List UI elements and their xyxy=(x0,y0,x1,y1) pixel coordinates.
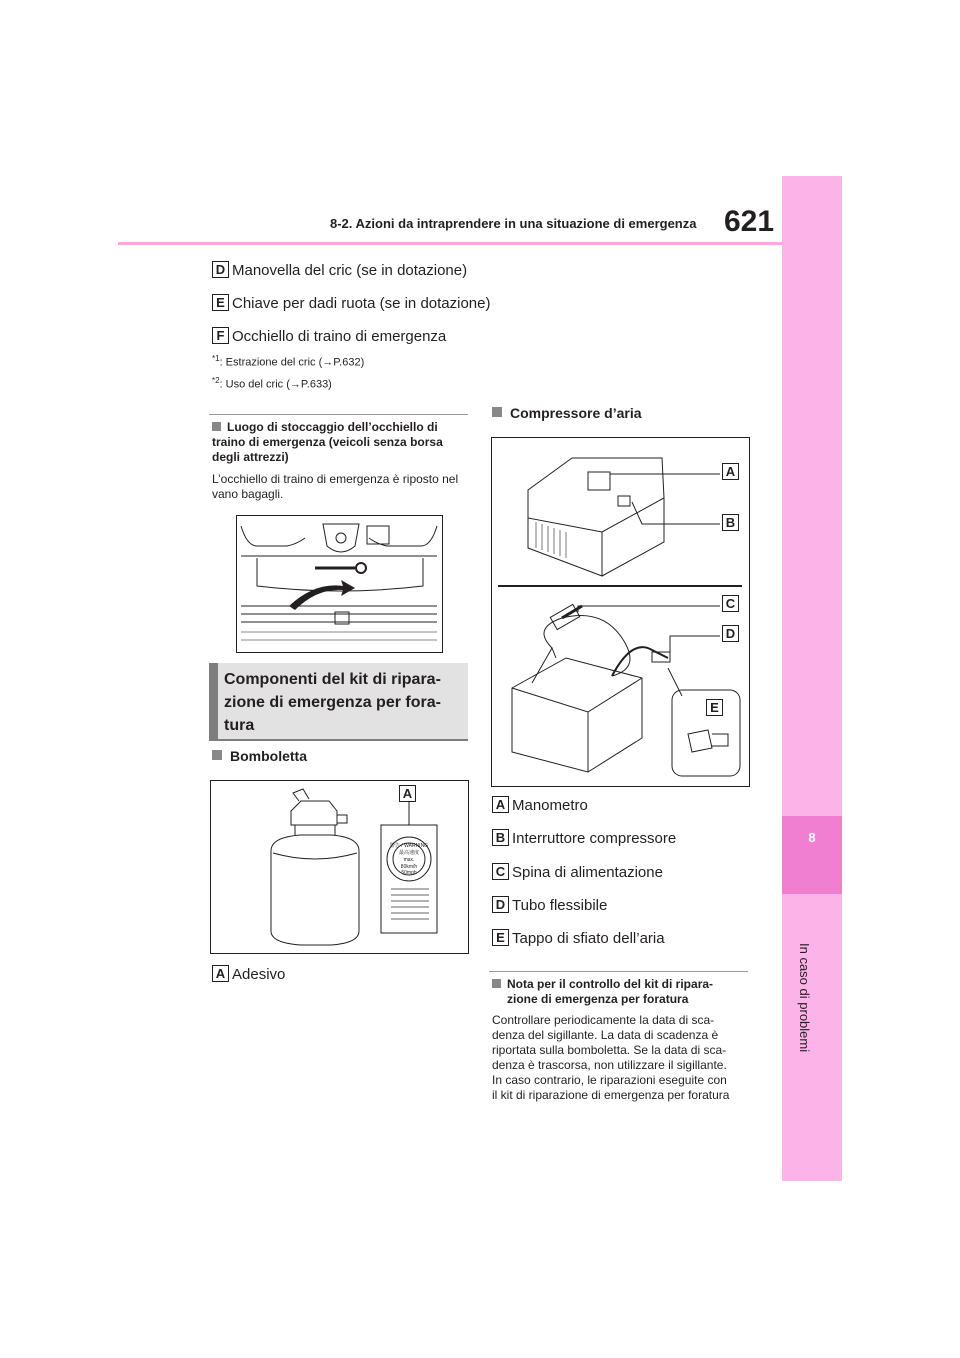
letter-label: D xyxy=(492,896,509,913)
chapter-side-tab xyxy=(782,176,842,1181)
square-bullet-icon xyxy=(212,422,221,431)
chapter-number-block xyxy=(782,816,842,894)
trunk-illustration xyxy=(236,515,443,653)
callout-d: D xyxy=(722,625,739,642)
page-number: 621 xyxy=(724,205,775,238)
letter-label: F xyxy=(212,327,229,344)
callout-b: B xyxy=(722,514,739,531)
letter-label: E xyxy=(492,929,509,946)
footnote xyxy=(212,376,332,391)
item-text: Tappo di sfiato dell’aria xyxy=(512,930,665,947)
canister-drawing xyxy=(211,781,468,953)
chapter-label: In caso di problemi xyxy=(797,943,812,1053)
trunk-drawing xyxy=(237,516,442,652)
letter-label: D xyxy=(212,261,229,278)
footnote xyxy=(212,354,364,369)
item-text: Manometro xyxy=(512,797,588,814)
compressor-drawing xyxy=(492,438,749,786)
svg-text:警告 / WARNING: 警告 / WARNING xyxy=(389,843,429,849)
bomboletta-heading: Bomboletta xyxy=(212,748,307,764)
letter-label: C xyxy=(492,863,509,880)
storage-heading: Luogo di stoccaggio dell’occhiello di traino di emergenza (veicoli senza borsa degli attrezzi) xyxy=(212,420,443,464)
item-text: Tubo flessibile xyxy=(512,897,608,914)
compressore-illustration xyxy=(491,437,750,787)
square-bullet-icon xyxy=(492,407,502,417)
svg-text:max.: max. xyxy=(403,857,415,863)
callout-e: E xyxy=(706,699,723,716)
item-text: Chiave per dadi ruota (se in dotazione) xyxy=(232,295,491,312)
item-text: Manovella del cric (se in dotazione) xyxy=(232,262,468,279)
storage-body: L’occhiello di traino di emergenza è riposto nel vano bagagli. xyxy=(212,472,459,501)
letter-label: A xyxy=(212,965,229,982)
item-text: Adesivo xyxy=(232,966,286,983)
section-rule xyxy=(209,414,468,415)
bomboletta-illustration xyxy=(210,780,469,954)
footnote-mark: *2 xyxy=(212,376,220,385)
item-text: Spina di alimentazione xyxy=(512,864,663,881)
letter-label: E xyxy=(212,294,229,311)
footnote-text: : Estrazione del cric (→P.632) xyxy=(219,356,365,369)
section-rule xyxy=(489,971,748,972)
chapter-number: 8 xyxy=(808,830,816,845)
nota-heading: Nota per il controllo del kit di ripara- zione di emergenza per foratura xyxy=(492,977,748,1007)
footnote-text: : Uso del cric (→P.633) xyxy=(219,378,332,391)
callout-a: A xyxy=(399,785,416,802)
item-text: Interruttore compressore xyxy=(512,830,677,847)
square-bullet-icon xyxy=(212,750,222,760)
square-bullet-icon xyxy=(492,979,501,988)
callout-a: A xyxy=(722,463,739,480)
letter-label: B xyxy=(492,829,509,846)
footnote-mark: *1 xyxy=(212,354,220,363)
header-divider xyxy=(118,242,782,245)
section-title: 8-2. Azioni da intraprendere in una situazione di emergenza xyxy=(330,216,697,231)
kit-section-title: Componenti del kit di ripara- zione di emergenza per fora- tura xyxy=(224,671,441,734)
svg-text:50mph: 50mph xyxy=(401,870,417,876)
svg-text:最高速度: 最高速度 xyxy=(398,850,420,856)
kit-section-title-bar xyxy=(209,663,218,741)
compressore-heading: Compressore d’aria xyxy=(492,405,642,421)
letter-label: A xyxy=(492,796,509,813)
callout-c: C xyxy=(722,595,739,612)
item-text: Occhiello di traino di emergenza xyxy=(232,328,447,345)
svg-text:80km/h: 80km/h xyxy=(400,864,418,870)
nota-body: Controllare periodicamente la data di sca- denza del sigillante. La data di scadenza è riportata sulla bomboletta. Se la data di sca- denza è trascorsa, non utilizzare il sigillante. In caso contrario, le riparazioni eseguite con il kit di riparazione di emergenza per foratura xyxy=(492,1013,730,1102)
